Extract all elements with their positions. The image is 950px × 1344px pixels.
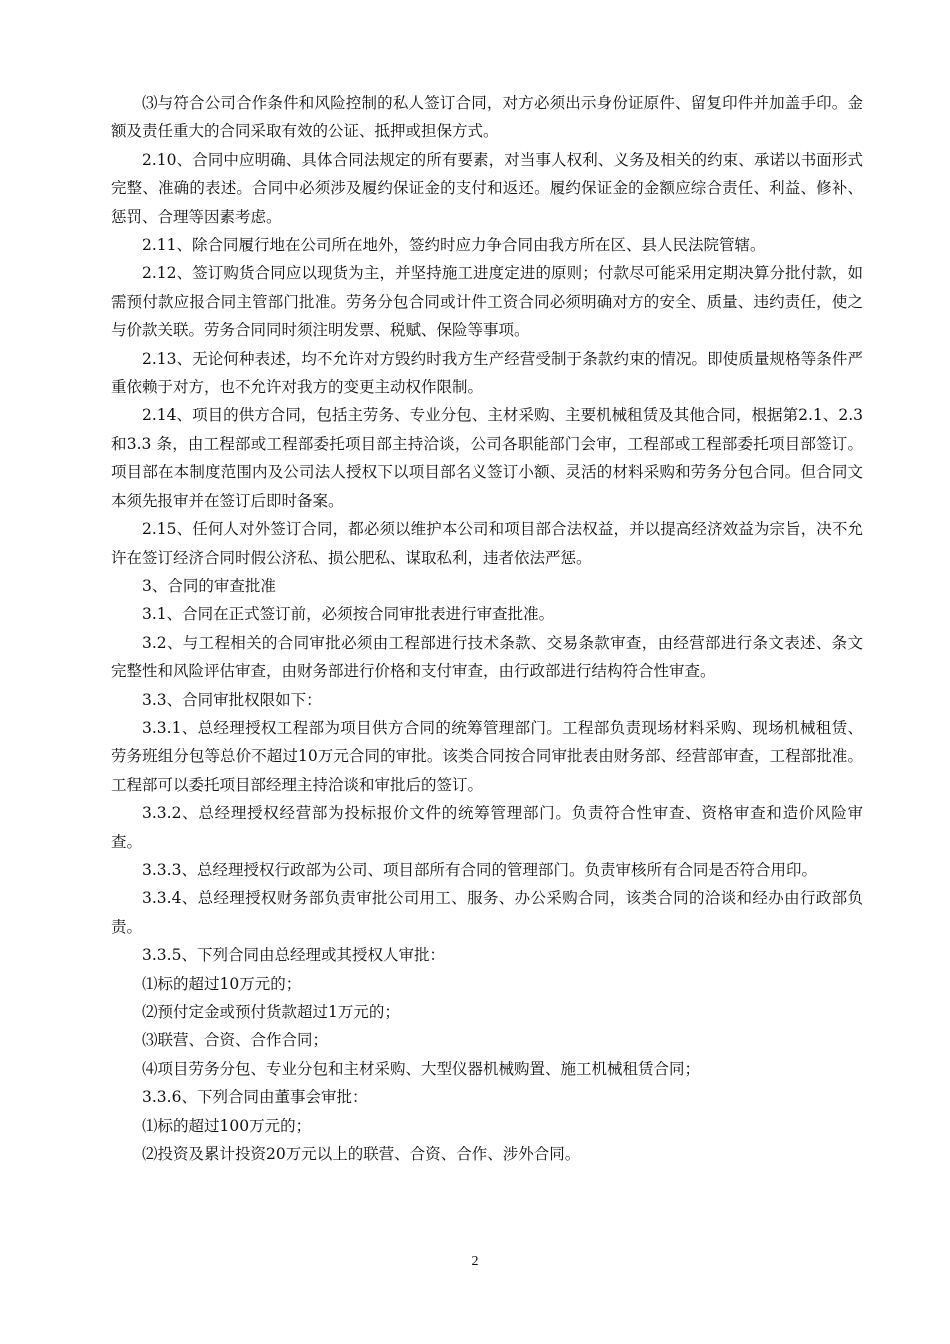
list-item: ⑴标的超过100万元的； — [142, 1116, 312, 1135]
paragraph: 3.3.2、总经理授权经营部为投标报价文件的统筹管理部门。负责符合性审查、资格审查和造价风险审查。 — [111, 804, 863, 851]
paragraph: 3.3.6、下列合同由董事会审批： — [142, 1088, 368, 1107]
paragraph: 3.3.3、总经理授权行政部为公司、项目部所有合同的管理部门。负责审核所有合同是否符合用印。 — [142, 860, 817, 879]
paragraph: 2.14、项目的供方合同，包括主劳务、专业分包、主材采购、主要机械租赁及其他合同，根据第2.1、2.3和3.3 条，由工程部或工程部委托项目部主持洽谈，公司各职能部门会审，工程部或工程部委托项目部签订。项目部在本制度范围内及公司法人授权下以项目部名义签订小额、灵活的材料采购和劳务分包合同。但合同文本须先报审并在签订后即时备案。 — [111, 406, 863, 510]
paragraph: 2.10、合同中应明确、具体合同法规定的所有要素，对当事人权利、义务及相关的约束、承诺以书面形式完整、准确的表述。合同中必须涉及履约保证金的支付和返还。履约保证金的金额应综合责任、利益、修补、惩罚、合理等因素考虑。 — [111, 150, 863, 226]
list-item: ⑵预付定金或预付货款超过1万元的； — [142, 1003, 400, 1021]
paragraph: 3.3.1、总经理授权工程部为项目供方合同的统筹管理部门。工程部负责现场材料采购、现场机械租赁、劳务班组分包等总价不超过10万元合同的审批。该类合同按合同审批表由财务部、经营部审查，工程部批准。工程部可以委托项目部经理主持洽谈和审批后的签订。 — [111, 718, 863, 794]
paragraph: 2.11、除合同履行地在公司所在地外，签约时应力争合同由我方所在区、县人民法院管辖。 — [142, 236, 766, 255]
list-item: ⑵投资及累计投资20万元以上的联营、合资、合作、涉外合同。 — [142, 1145, 581, 1164]
paragraph: 2.12、签订购货合同应以现货为主，并坚持施工进度定进的原则；付款尽可能采用定期决算分批付款，如需预付款应报合同主管部门批准。劳务分包合同或计件工资合同必须明确对方的安全、质量、违约责任，使之与价款关联。劳务合同同时须注明发票、税赋、保险等事项。 — [111, 264, 863, 340]
section-heading: 3、合同的审查批准 — [142, 576, 276, 595]
list-item: ⑷项目劳务分包、专业分包和主材采购、大型仪器机械购置、施工机械租赁合同； — [142, 1059, 701, 1078]
paragraph: 2.13、无论何种表述，均不允许对方毁约时我方生产经营受制于条款约束的情况。即使质量规格等条件严重依赖于对方，也不允许对我方的变更主动权作限制。 — [111, 349, 863, 397]
page-number: 2 — [471, 1254, 479, 1269]
paragraph: 3.3.4、总经理授权财务部负责审批公司用工、服务、办公采购合同，该类合同的洽谈和经办由行政部负责。 — [111, 889, 863, 936]
list-item: ⑶联营、合资、合作合同； — [142, 1031, 329, 1050]
document-body — [111, 89, 863, 1168]
paragraph: 3.1、合同在正式签订前，必须按合同审批表进行审查批准。 — [142, 605, 555, 624]
list-item: ⑴标的超过10万元的； — [142, 974, 302, 993]
paragraph: 3.3、合同审批权限如下： — [142, 690, 322, 709]
paragraph: ⑶与符合公司合作条件和风险控制的私人签订合同，对方必须出示身份证原件、留复印件并加盖手印。金额及责任重大的合同采取有效的公证、抵押或担保方式。 — [111, 94, 863, 141]
paragraph: 3.3.5、下列合同由总经理或其授权人审批： — [142, 946, 445, 965]
paragraph: 3.2、与工程相关的合同审批必须由工程部进行技术条款、交易条款审查，由经营部进行条文表述、条文完整性和风险评估审查，由财务部进行价格和支付审查，由行政部进行结构符合性审查。 — [111, 633, 863, 681]
paragraph: 2.15、任何人对外签订合同，都必须以维护本公司和项目部合法权益，并以提高经济效益为宗旨，决不允许在签订经济合同时假公济私、损公肥私、谋取私利，违者依法严惩。 — [111, 520, 863, 567]
